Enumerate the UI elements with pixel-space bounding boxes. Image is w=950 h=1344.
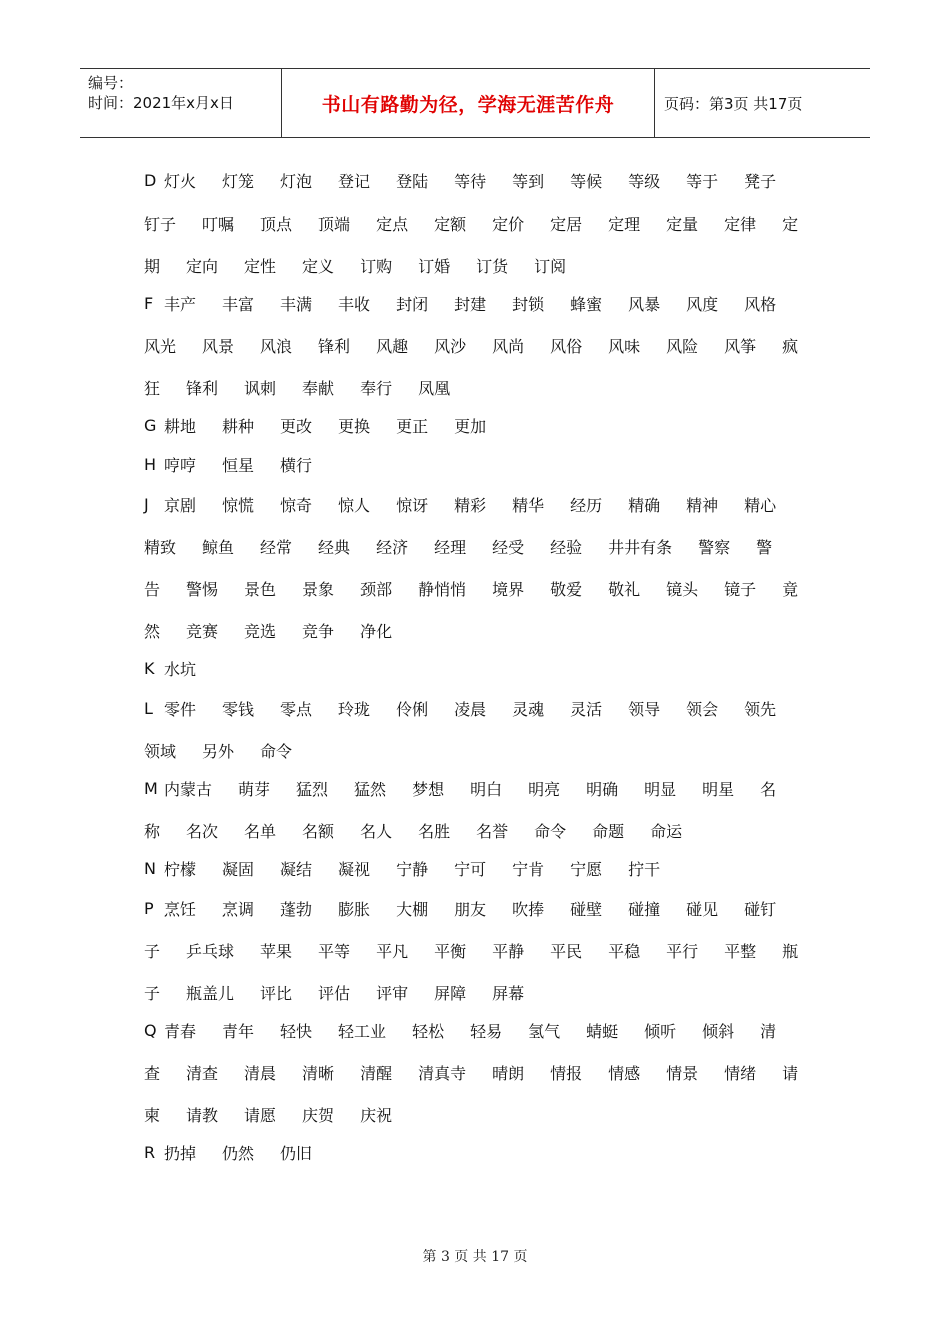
section-letter: Q — [144, 1020, 157, 1040]
vocabulary-lines — [144, 170, 824, 1162]
vocab-word: 封建 — [454, 294, 487, 314]
vocab-word: 大棚 — [396, 899, 429, 919]
vocab-word: 风尚 — [492, 336, 525, 356]
vocab-word: 零点 — [280, 699, 313, 719]
vocab-word: 青春 — [164, 1021, 197, 1041]
vocab-word: 凳子 — [744, 171, 777, 191]
vocab-line — [144, 1020, 824, 1040]
vocab-word: 颈部 — [360, 579, 393, 599]
section-letter: J — [144, 494, 149, 514]
vocab-word: 凝视 — [338, 859, 371, 879]
vocab-word: 竟 — [782, 579, 799, 599]
vocab-word: 蜻蜓 — [586, 1021, 619, 1041]
page-header — [80, 68, 870, 138]
vocab-word: 晴朗 — [492, 1063, 525, 1083]
vocab-word: 凝结 — [280, 859, 313, 879]
vocab-word: 风景 — [202, 336, 235, 356]
vocab-word: 顶点 — [260, 214, 293, 234]
vocab-word: 等到 — [512, 171, 545, 191]
vocab-word: 丰收 — [338, 294, 371, 314]
vocab-word: 领导 — [628, 699, 661, 719]
vocab-word: 称 — [144, 821, 161, 841]
vocab-word: 子 — [144, 983, 161, 1003]
vocab-word: 狂 — [144, 378, 161, 398]
vocab-word: 讽刺 — [244, 378, 277, 398]
vocab-word: 锋利 — [318, 336, 351, 356]
vocab-line — [144, 698, 824, 718]
vocab-word: 疯 — [782, 336, 799, 356]
vocab-word: 名人 — [360, 821, 393, 841]
vocab-line — [144, 255, 824, 275]
vocab-word: 顶端 — [318, 214, 351, 234]
vocab-word: 精致 — [144, 537, 177, 557]
vocab-word: 订婚 — [418, 256, 451, 276]
vocab-word: 灯火 — [164, 171, 197, 191]
section-letter: H — [144, 454, 157, 474]
vocab-word: 定律 — [724, 214, 757, 234]
vocab-word: 风筝 — [724, 336, 757, 356]
vocab-word: 评估 — [318, 983, 351, 1003]
vocab-word: 哼哼 — [164, 455, 197, 475]
vocab-word: 敬礼 — [608, 579, 641, 599]
vocab-word: 吹捧 — [512, 899, 545, 919]
vocab-word: 定量 — [666, 214, 699, 234]
vocab-word: 宁可 — [454, 859, 487, 879]
vocab-word: 期 — [144, 256, 161, 276]
vocab-word: 情绪 — [724, 1063, 757, 1083]
vocab-word: 评审 — [376, 983, 409, 1003]
vocab-word: 境界 — [492, 579, 525, 599]
vocab-word: 更改 — [280, 416, 313, 436]
section-letter: D — [144, 170, 157, 190]
vocab-word: 经受 — [492, 537, 525, 557]
vocab-word: 风格 — [744, 294, 777, 314]
vocab-word: 竞赛 — [186, 621, 219, 641]
vocab-word: 然 — [144, 621, 161, 641]
vocab-word: 清晰 — [302, 1063, 335, 1083]
vocab-word: 拧干 — [628, 859, 661, 879]
vocab-word: 梦想 — [412, 779, 445, 799]
vocab-word: 经理 — [434, 537, 467, 557]
vocab-word: 乒乓球 — [186, 941, 235, 961]
vocab-word: 瓶 — [782, 941, 799, 961]
vocab-line — [144, 820, 824, 840]
vocab-line — [144, 620, 824, 640]
vocab-line — [144, 940, 824, 960]
motto-text: 书山有路勤为径，学海无涯苦作舟 — [321, 93, 615, 116]
header-info-cell — [80, 69, 282, 137]
vocab-word: 耕种 — [222, 416, 255, 436]
vocab-word: 朋友 — [454, 899, 487, 919]
vocab-line — [144, 377, 824, 397]
vocab-word: 水坑 — [164, 659, 197, 679]
vocab-line — [144, 982, 824, 1002]
vocab-word: 领先 — [744, 699, 777, 719]
vocab-word: 灵魂 — [512, 699, 545, 719]
vocab-word: 玲珑 — [338, 699, 371, 719]
vocab-word: 平静 — [492, 941, 525, 961]
vocab-word: 平凡 — [376, 941, 409, 961]
vocab-word: 平等 — [318, 941, 351, 961]
vocab-line — [144, 898, 824, 918]
vocab-word: 镜头 — [666, 579, 699, 599]
vocab-word: 情感 — [608, 1063, 641, 1083]
vocab-word: 订阅 — [534, 256, 567, 276]
vocab-word: 经历 — [570, 495, 603, 515]
vocab-word: 扔掉 — [164, 1143, 197, 1163]
vocab-word: 鲸鱼 — [202, 537, 235, 557]
vocab-word: 等候 — [570, 171, 603, 191]
vocab-word: 仍旧 — [280, 1143, 313, 1163]
vocab-word: 瓶盖儿 — [186, 983, 235, 1003]
vocab-word: 蜂蜜 — [570, 294, 603, 314]
vocab-word: 清醒 — [360, 1063, 393, 1083]
vocab-word: 清查 — [186, 1063, 219, 1083]
vocab-word: 氢气 — [528, 1021, 561, 1041]
vocab-word: 定额 — [434, 214, 467, 234]
vocab-line — [144, 740, 824, 760]
vocab-line — [144, 1062, 824, 1082]
vocab-word: 灯笼 — [222, 171, 255, 191]
vocab-word: 精确 — [628, 495, 661, 515]
vocab-word: 零件 — [164, 699, 197, 719]
vocab-word: 领域 — [144, 741, 177, 761]
footer-page-number: 第 3 页 共 17 页 — [422, 1249, 528, 1265]
section-letter: P — [144, 898, 154, 918]
vocab-word: 横行 — [280, 455, 313, 475]
vocab-word: 猛然 — [354, 779, 387, 799]
vocab-line — [144, 658, 824, 678]
vocab-word: 凤凰 — [418, 378, 451, 398]
vocab-word: 竞争 — [302, 621, 335, 641]
vocab-word: 等级 — [628, 171, 661, 191]
section-letter: L — [144, 698, 153, 718]
vocab-word: 查 — [144, 1063, 161, 1083]
vocab-word: 平衡 — [434, 941, 467, 961]
vocab-word: 风趣 — [376, 336, 409, 356]
vocab-word: 静悄悄 — [418, 579, 467, 599]
vocab-word: 命运 — [650, 821, 683, 841]
vocab-word: 更加 — [454, 416, 487, 436]
vocab-word: 名单 — [244, 821, 277, 841]
vocab-line — [144, 494, 824, 514]
vocab-word: 京剧 — [164, 495, 197, 515]
vocab-word: 评比 — [260, 983, 293, 1003]
vocab-word: 凌晨 — [454, 699, 487, 719]
vocab-word: 敬爱 — [550, 579, 583, 599]
vocab-word: 警 — [756, 537, 773, 557]
section-letter: M — [144, 778, 158, 798]
vocab-word: 碰钉 — [744, 899, 777, 919]
vocab-word: 订购 — [360, 256, 393, 276]
vocab-line — [144, 778, 824, 798]
vocab-line — [144, 1104, 824, 1124]
vocab-word: 屏幕 — [492, 983, 525, 1003]
vocab-word: 风光 — [144, 336, 177, 356]
vocab-word: 平行 — [666, 941, 699, 961]
vocab-word: 碰壁 — [570, 899, 603, 919]
vocab-word: 命令 — [534, 821, 567, 841]
vocab-word: 惊慌 — [222, 495, 255, 515]
vocab-word: 碰见 — [686, 899, 719, 919]
vocab-word: 凝固 — [222, 859, 255, 879]
vocab-line — [144, 858, 824, 878]
vocab-word: 经典 — [318, 537, 351, 557]
section-letter: R — [144, 1142, 156, 1162]
vocab-word: 屏障 — [434, 983, 467, 1003]
vocab-word: 定性 — [244, 256, 277, 276]
vocab-word: 等于 — [686, 171, 719, 191]
vocab-word: 精心 — [744, 495, 777, 515]
vocab-word: 景象 — [302, 579, 335, 599]
vocab-word: 镜子 — [724, 579, 757, 599]
vocab-word: 订货 — [476, 256, 509, 276]
vocab-word: 轻工业 — [338, 1021, 387, 1041]
vocab-word: 柬 — [144, 1105, 161, 1125]
vocab-word: 名额 — [302, 821, 335, 841]
vocab-word: 青年 — [222, 1021, 255, 1041]
vocab-word: 锋利 — [186, 378, 219, 398]
vocab-word: 平整 — [724, 941, 757, 961]
vocab-word: 柠檬 — [164, 859, 197, 879]
vocab-word: 子 — [144, 941, 161, 961]
vocab-word: 平稳 — [608, 941, 641, 961]
vocab-word: 庆贺 — [302, 1105, 335, 1125]
vocab-word: 警惕 — [186, 579, 219, 599]
vocab-word: 精华 — [512, 495, 545, 515]
vocab-word: 更正 — [396, 416, 429, 436]
vocab-word: 明确 — [586, 779, 619, 799]
vocab-line — [144, 293, 824, 313]
vocab-line — [144, 335, 824, 355]
vocab-word: 命题 — [592, 821, 625, 841]
vocab-word: 等待 — [454, 171, 487, 191]
vocab-word: 名 — [760, 779, 777, 799]
vocab-word: 情景 — [666, 1063, 699, 1083]
vocab-word: 明星 — [702, 779, 735, 799]
vocab-word: 灯泡 — [280, 171, 313, 191]
vocab-word: 风味 — [608, 336, 641, 356]
vocab-word: 封闭 — [396, 294, 429, 314]
vocab-word: 丰富 — [222, 294, 255, 314]
vocab-word: 风俗 — [550, 336, 583, 356]
vocab-word: 惊人 — [338, 495, 371, 515]
vocab-word: 风浪 — [260, 336, 293, 356]
vocab-word: 碰撞 — [628, 899, 661, 919]
vocab-word: 明白 — [470, 779, 503, 799]
vocab-word: 名胜 — [418, 821, 451, 841]
vocab-word: 钉子 — [144, 214, 177, 234]
vocab-word: 宁肯 — [512, 859, 545, 879]
page-info-cell — [655, 69, 870, 137]
vocab-line — [144, 578, 824, 598]
section-letter: N — [144, 858, 156, 878]
vocab-word: 清真寺 — [418, 1063, 467, 1083]
vocab-word: 定居 — [550, 214, 583, 234]
vocab-word: 竞选 — [244, 621, 277, 641]
vocab-word: 轻松 — [412, 1021, 445, 1041]
vocab-word: 名誉 — [476, 821, 509, 841]
vocab-word: 清晨 — [244, 1063, 277, 1083]
vocab-word: 定向 — [186, 256, 219, 276]
vocab-line — [144, 536, 824, 556]
vocab-line — [144, 454, 824, 474]
vocab-word: 内蒙古 — [164, 779, 213, 799]
vocab-line — [144, 1142, 824, 1162]
vocab-word: 精神 — [686, 495, 719, 515]
vocab-word: 仍然 — [222, 1143, 255, 1163]
vocab-word: 风度 — [686, 294, 719, 314]
date-label: 时间：2021年x月x日 — [88, 94, 234, 112]
vocab-word: 伶俐 — [396, 699, 429, 719]
vocab-word: 净化 — [360, 621, 393, 641]
vocab-word: 平民 — [550, 941, 583, 961]
vocab-word: 零钱 — [222, 699, 255, 719]
vocab-word: 庆祝 — [360, 1105, 393, 1125]
vocab-word: 膨胀 — [338, 899, 371, 919]
vocab-word: 定点 — [376, 214, 409, 234]
motto-cell — [282, 69, 655, 137]
vocab-word: 定义 — [302, 256, 335, 276]
vocab-word: 登记 — [338, 171, 371, 191]
vocab-word: 清 — [760, 1021, 777, 1041]
vocab-word: 丰满 — [280, 294, 313, 314]
vocab-word: 另外 — [202, 741, 235, 761]
vocab-line — [144, 213, 824, 233]
vocab-word: 倾斜 — [702, 1021, 735, 1041]
vocab-line — [144, 170, 824, 190]
vocab-word: 命令 — [260, 741, 293, 761]
vocab-word: 恒星 — [222, 455, 255, 475]
vocab-word: 叮嘱 — [202, 214, 235, 234]
vocab-word: 风险 — [666, 336, 699, 356]
vocab-word: 警察 — [698, 537, 731, 557]
vocab-word: 倾听 — [644, 1021, 677, 1041]
vocab-word: 轻易 — [470, 1021, 503, 1041]
vocab-word: 登陆 — [396, 171, 429, 191]
vocab-word: 猛烈 — [296, 779, 329, 799]
vocab-word: 经验 — [550, 537, 583, 557]
vocab-word: 封锁 — [512, 294, 545, 314]
vocab-word: 烹饪 — [164, 899, 197, 919]
vocab-word: 经常 — [260, 537, 293, 557]
vocab-word: 风暴 — [628, 294, 661, 314]
vocab-word: 景色 — [244, 579, 277, 599]
vocabulary-list — [144, 150, 824, 1162]
page-footer — [0, 1246, 950, 1266]
vocab-word: 奉献 — [302, 378, 335, 398]
vocab-line — [144, 415, 824, 435]
vocab-word: 惊讶 — [396, 495, 429, 515]
vocab-word: 宁静 — [396, 859, 429, 879]
vocab-word: 井井有条 — [608, 537, 673, 557]
vocab-word: 名次 — [186, 821, 219, 841]
vocab-word: 情报 — [550, 1063, 583, 1083]
vocab-word: 烹调 — [222, 899, 255, 919]
vocab-word: 灵活 — [570, 699, 603, 719]
vocab-word: 经济 — [376, 537, 409, 557]
vocab-word: 更换 — [338, 416, 371, 436]
section-letter: K — [144, 658, 155, 678]
section-letter: G — [144, 415, 157, 435]
page-info-text: 页码：第3页 共17页 — [664, 94, 803, 113]
vocab-word: 明显 — [644, 779, 677, 799]
vocab-word: 苹果 — [260, 941, 293, 961]
vocab-word: 精彩 — [454, 495, 487, 515]
section-letter: F — [144, 293, 154, 313]
vocab-word: 明亮 — [528, 779, 561, 799]
vocab-word: 请 — [782, 1063, 799, 1083]
vocab-word: 定价 — [492, 214, 525, 234]
vocab-word: 告 — [144, 579, 161, 599]
vocab-word: 宁愿 — [570, 859, 603, 879]
vocab-word: 请愿 — [244, 1105, 277, 1125]
vocab-word: 领会 — [686, 699, 719, 719]
vocab-word: 萌芽 — [238, 779, 271, 799]
number-label: 编号： — [88, 74, 134, 92]
vocab-word: 惊奇 — [280, 495, 313, 515]
vocab-word: 蓬勃 — [280, 899, 313, 919]
vocab-word: 请教 — [186, 1105, 219, 1125]
vocab-word: 奉行 — [360, 378, 393, 398]
vocab-word: 定 — [782, 214, 799, 234]
vocab-word: 轻快 — [280, 1021, 313, 1041]
vocab-word: 定理 — [608, 214, 641, 234]
vocab-word: 耕地 — [164, 416, 197, 436]
vocab-word: 丰产 — [164, 294, 197, 314]
vocab-word: 风沙 — [434, 336, 467, 356]
